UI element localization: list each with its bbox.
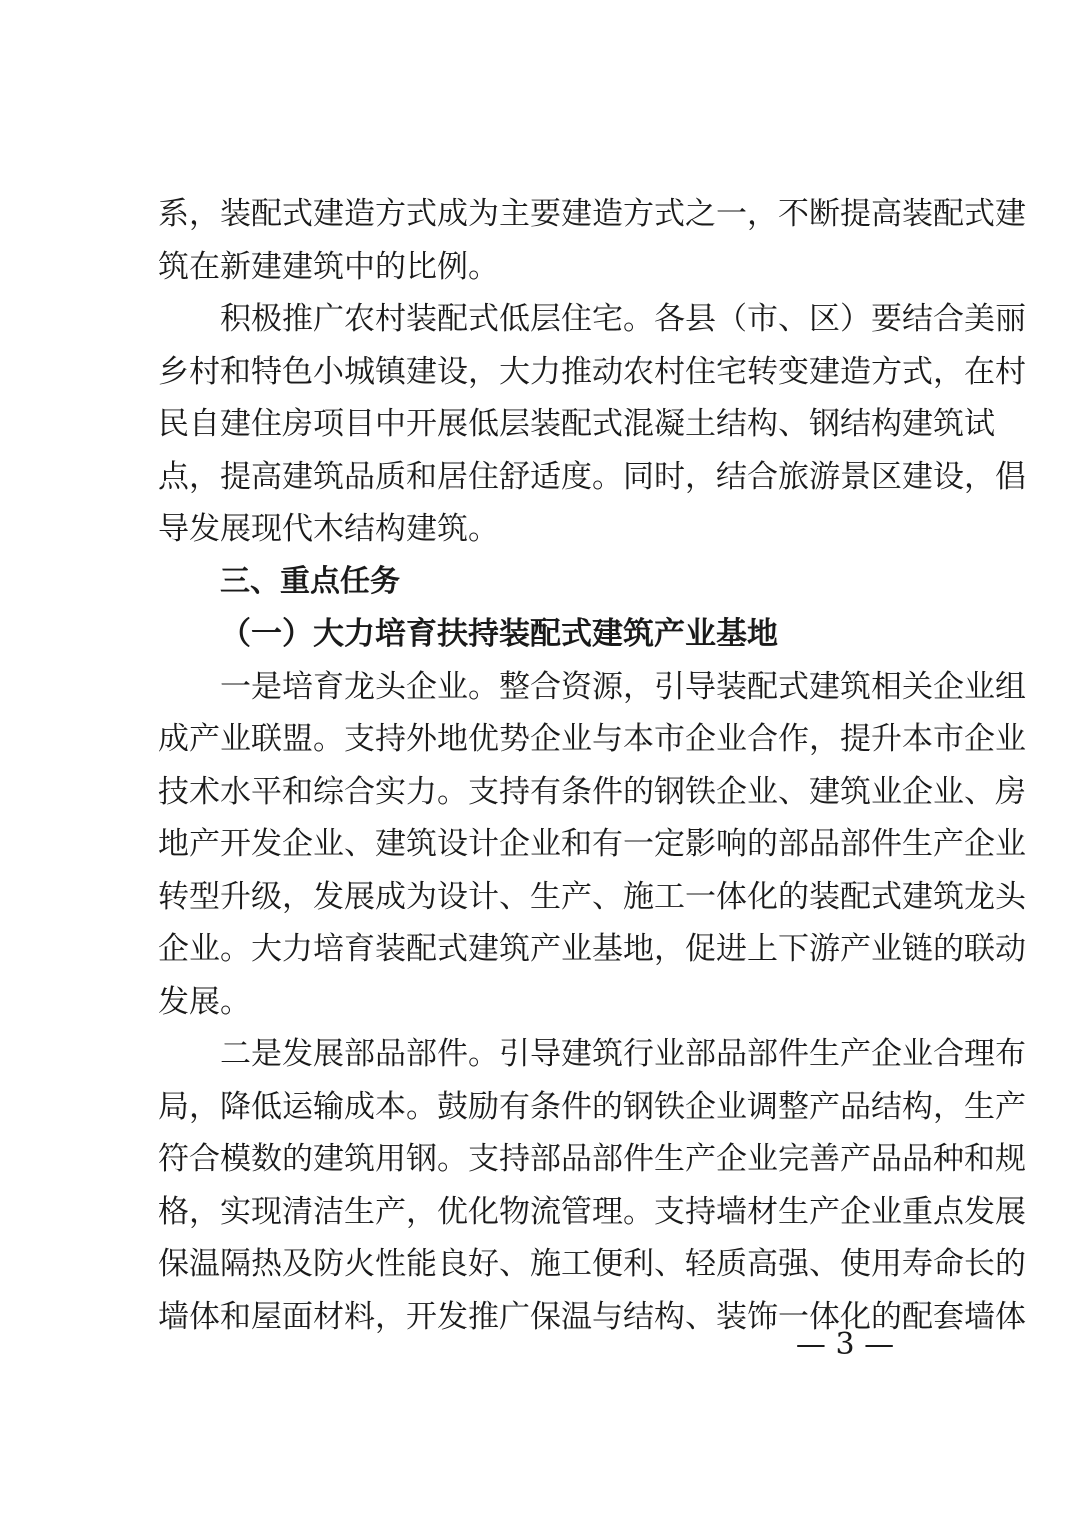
section-heading: 三、重点任务 [220,563,400,599]
text-line: 民自建住房项目中开展低层装配式混凝土结构、钢结构建筑试 [158,406,995,442]
text-line: 保温隔热及防火性能良好、施工便利、轻质高强、使用寿命长的 [158,1246,1026,1282]
text-line: 成产业联盟。支持外地优势企业与本市企业合作，提升本市企业 [158,721,1026,757]
paragraph-start-line: 二是发展部品部件。引导建筑行业部品部件生产企业合理布 [220,1036,1026,1072]
text-line: 地产开发企业、建筑设计企业和有一定影响的部品部件生产企业 [158,826,1026,862]
text-line: 导发展现代木结构建筑。 [158,511,499,547]
text-line: 符合模数的建筑用钢。支持部品部件生产企业完善产品品种和规 [158,1141,1026,1177]
text-line: 墙体和屋面材料，开发推广保温与结构、装饰一体化的配套墙体 [158,1298,1026,1335]
text-line: 点，提高建筑品质和居住舒适度。同时，结合旅游景区建设，倡 [158,458,1026,495]
paragraph-start-line: 积极推广农村装配式低层住宅。各县（市、区）要结合美丽 [220,301,1026,337]
text-line: 企业。大力培育装配式建筑产业基地，促进上下游产业链的联动 [158,931,1026,967]
text-line: 转型升级，发展成为设计、生产、施工一体化的装配式建筑龙头 [158,878,1026,915]
page-number: — 3 — [795,1327,895,1362]
text-line: 系，装配式建造方式成为主要建造方式之一，不断提高装配式建 [158,196,1026,232]
paragraph-start-line: 一是培育龙头企业。整合资源，引导装配式建筑相关企业组 [220,668,1026,705]
text-line: 乡村和特色小城镇建设，大力推动农村住宅转变建造方式，在村 [158,353,1026,390]
document-body [158,188,1026,1343]
text-line: 筑在新建建筑中的比例。 [158,248,499,285]
text-line: 局，降低运输成本。鼓励有条件的钢铁企业调整产品结构，生产 [158,1088,1026,1125]
text-line: 格，实现清洁生产，优化物流管理。支持墙材生产企业重点发展 [158,1193,1026,1230]
text-line: 发展。 [158,983,251,1020]
subsection-heading: （一）大力培育扶持装配式建筑产业基地 [220,616,778,652]
text-line: 技术水平和综合实力。支持有条件的钢铁企业、建筑业企业、房 [158,773,1026,810]
